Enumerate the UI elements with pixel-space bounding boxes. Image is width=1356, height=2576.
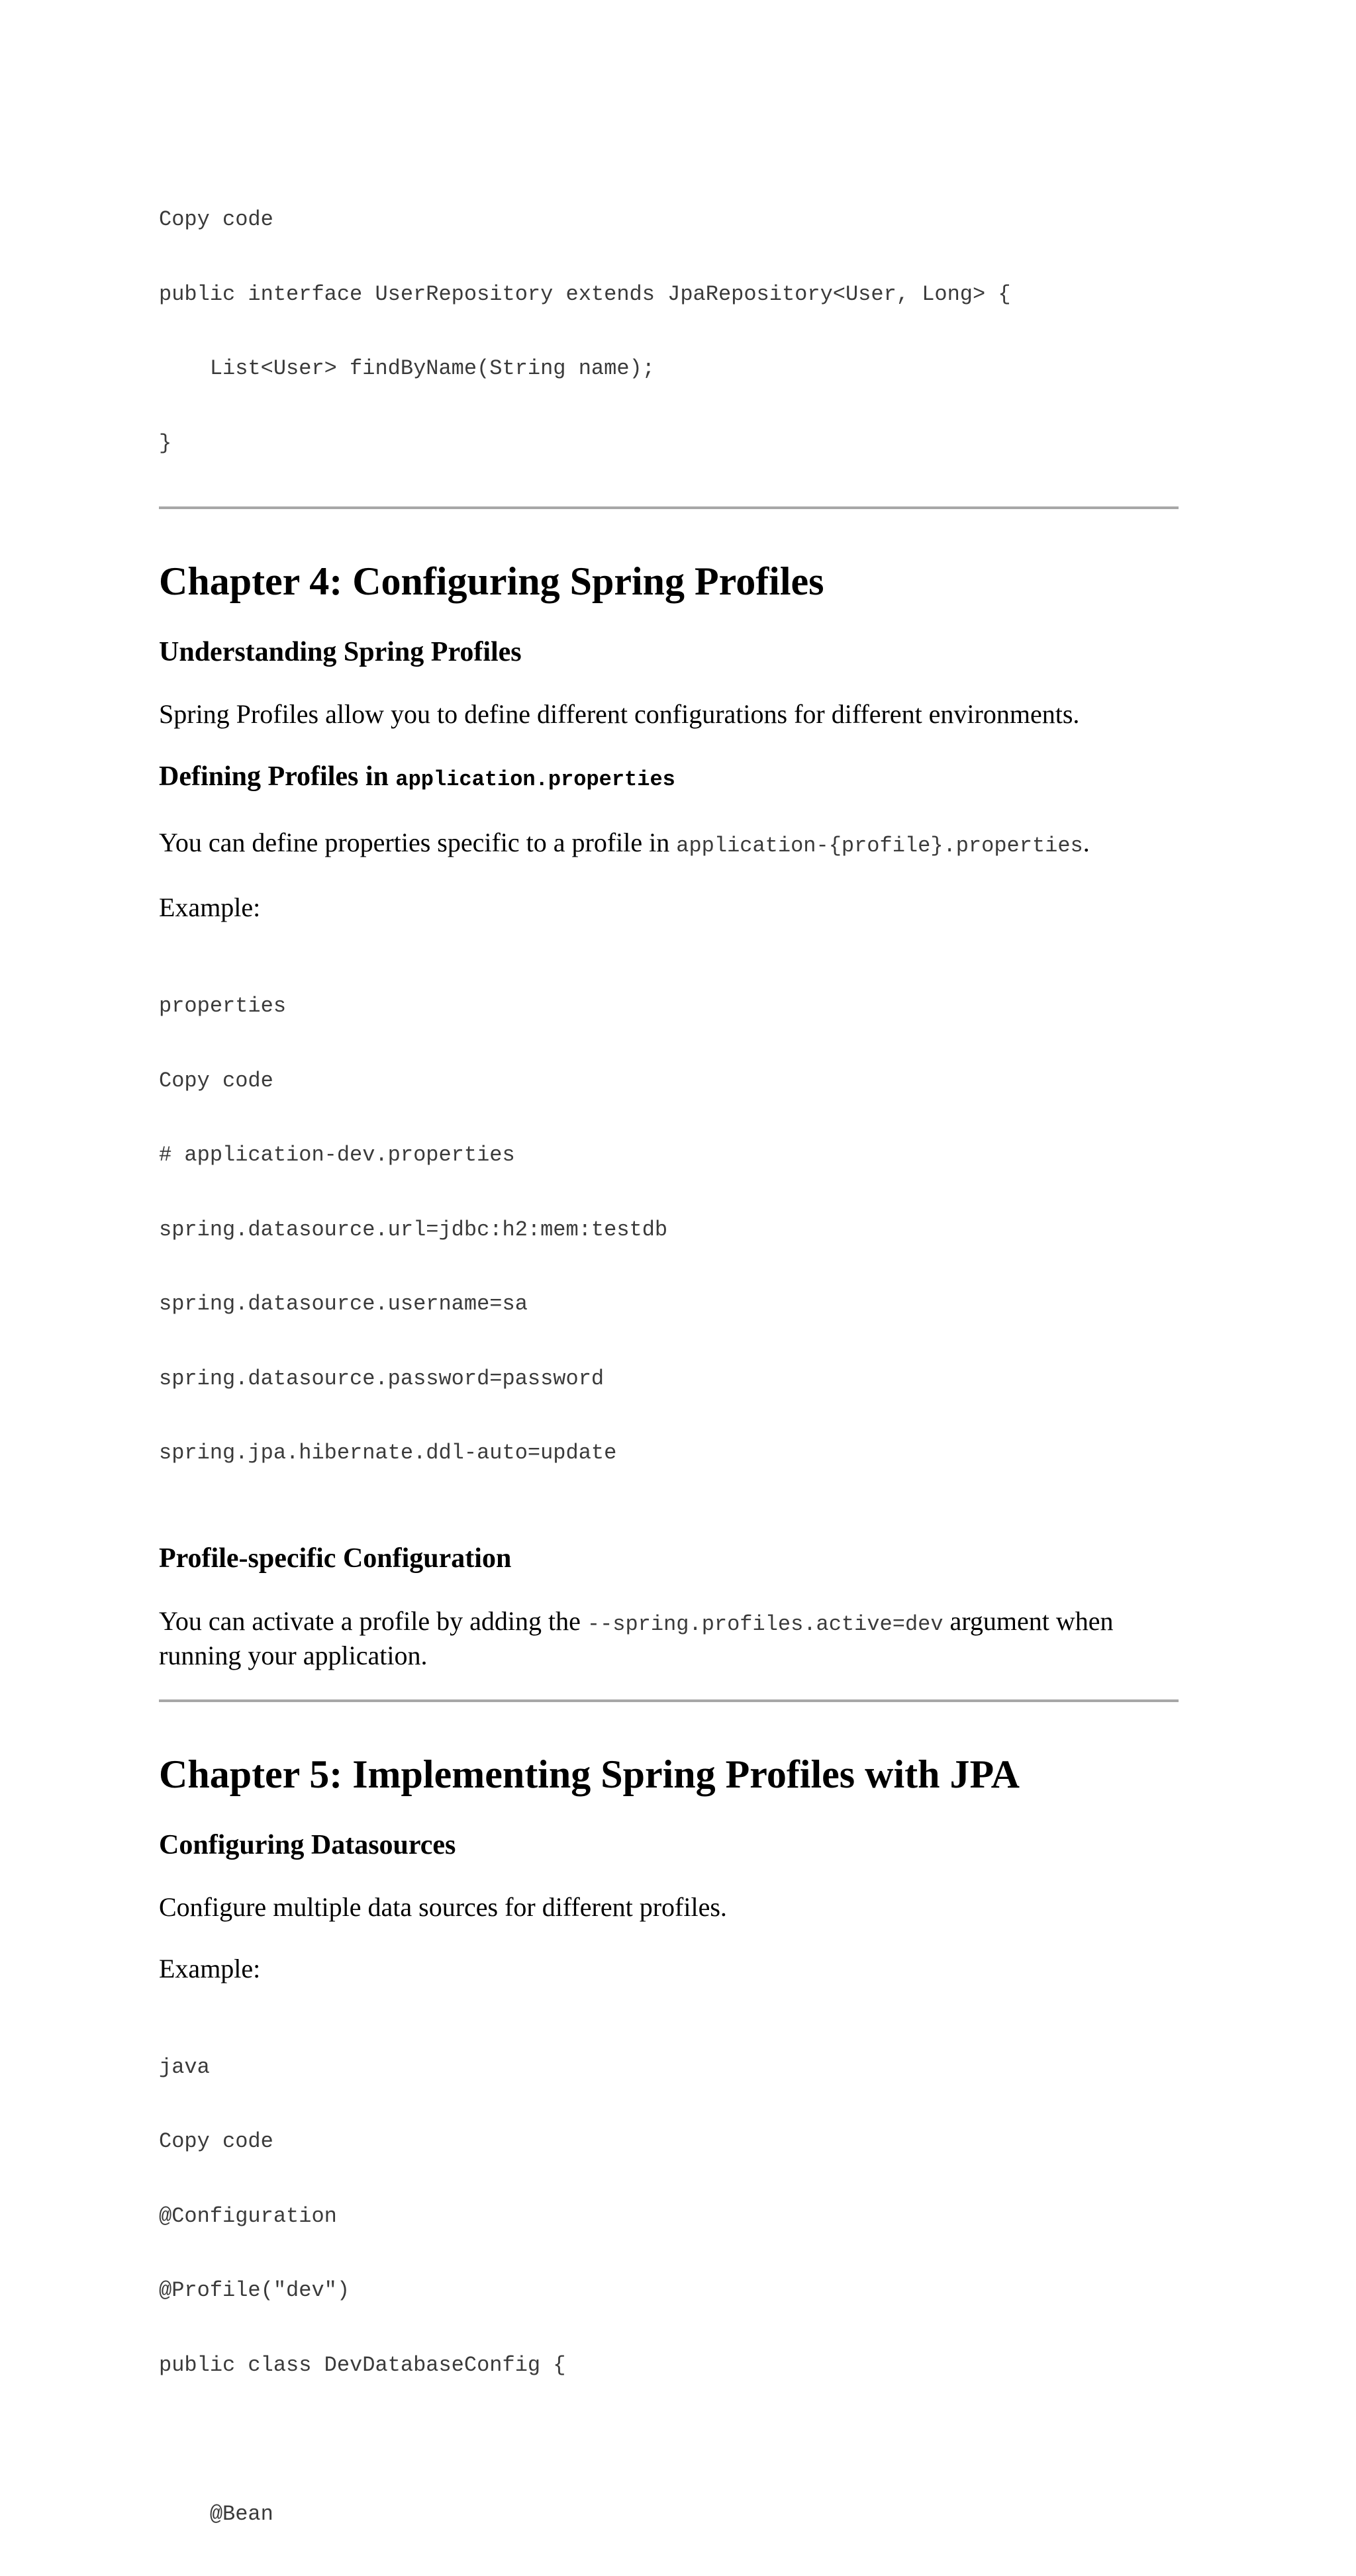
code-line: spring.datasource.password=password xyxy=(159,1366,1179,1392)
code-line: spring.datasource.url=jdbc:h2:mem:testdb xyxy=(159,1217,1179,1243)
chapter-5-title: Chapter 5: Implementing Spring Profiles with JPA xyxy=(159,1751,1179,1797)
heading-text: Defining Profiles in xyxy=(159,761,395,792)
code-line: spring.jpa.hibernate.ddl-auto=update xyxy=(159,1441,1179,1466)
paragraph-text: You can define properties specific to a profile in xyxy=(159,828,676,857)
paragraph-text: You can activate a profile by adding the xyxy=(159,1606,587,1636)
section-heading-configuring-datasources: Configuring Datasources xyxy=(159,1829,1179,1862)
section-heading-defining-profiles xyxy=(159,760,1179,796)
example-label: Example: xyxy=(159,892,1179,923)
document-page xyxy=(159,158,1179,2576)
code-line: java xyxy=(159,2055,1179,2080)
code-line: @Configuration xyxy=(159,2204,1179,2229)
section-heading-profile-specific: Profile-specific Configuration xyxy=(159,1542,1179,1575)
code-line: properties xyxy=(159,994,1179,1019)
code-block-properties xyxy=(159,944,1179,1515)
divider-rule xyxy=(159,506,1179,509)
paragraph-text: . xyxy=(1083,828,1090,857)
paragraph-text: argument when running your application. xyxy=(159,1606,1114,1670)
inline-code: application.properties xyxy=(395,767,675,792)
paragraph-defining-profiles xyxy=(159,827,1179,861)
example-label: Example: xyxy=(159,1953,1179,1984)
code-line xyxy=(159,2427,1179,2452)
code-line: @Bean xyxy=(159,2502,1179,2527)
code-line: Copy code xyxy=(159,2129,1179,2154)
chapter-4-title: Chapter 4: Configuring Spring Profiles xyxy=(159,558,1179,604)
code-block-java-config xyxy=(159,2005,1179,2576)
code-line: public class DevDatabaseConfig { xyxy=(159,2353,1179,2378)
paragraph-understanding: Spring Profiles allow you to define different configurations for different environments. xyxy=(159,698,1179,730)
paragraph-configuring-datasources: Configure multiple data sources for different profiles. xyxy=(159,1891,1179,1923)
code-line: @Profile("dev") xyxy=(159,2278,1179,2303)
paragraph-profile-specific xyxy=(159,1605,1179,1671)
code-line: List<User> findByName(String name); xyxy=(159,356,1179,381)
inline-code: --spring.profiles.active=dev xyxy=(587,1612,944,1637)
code-line: public interface UserRepository extends JpaRepository<User, Long> { xyxy=(159,282,1179,307)
code-line: Copy code xyxy=(159,1069,1179,1094)
divider-rule xyxy=(159,1699,1179,1702)
inline-code: application-{profile}.properties xyxy=(676,834,1083,858)
code-line: } xyxy=(159,431,1179,456)
section-heading-understanding: Understanding Spring Profiles xyxy=(159,636,1179,669)
code-line: spring.datasource.username=sa xyxy=(159,1292,1179,1317)
code-line: # application-dev.properties xyxy=(159,1143,1179,1168)
code-line: Copy code xyxy=(159,207,1179,232)
code-block-user-repository xyxy=(159,158,1179,505)
